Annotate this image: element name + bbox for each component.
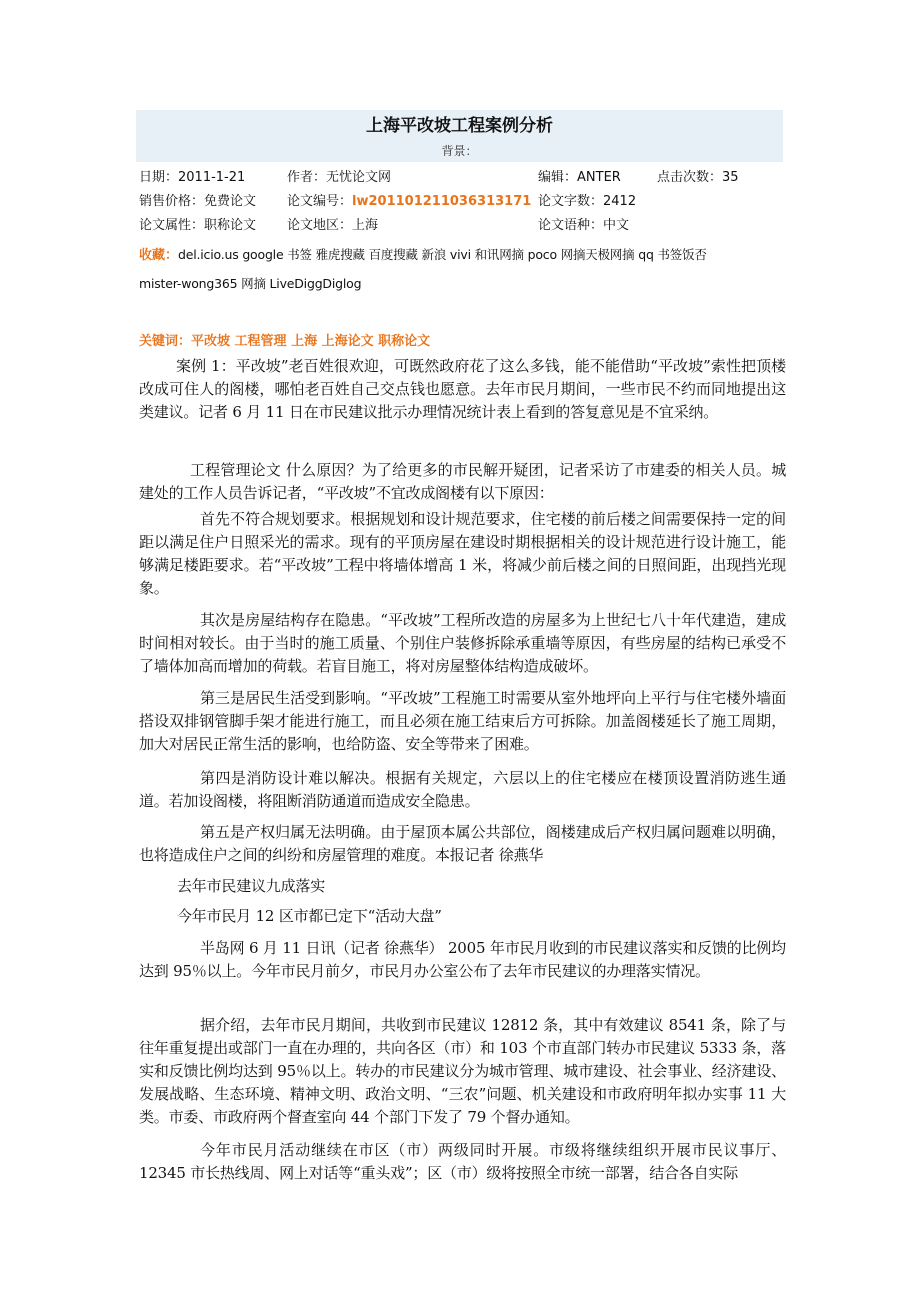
meta-author-label: 作者： <box>287 170 327 185</box>
page-subtitle: 背景： <box>441 144 478 158</box>
meta-region-label: 论文地区： <box>287 218 353 233</box>
meta-attr <box>139 217 256 235</box>
meta-attr-value: 职称论文 <box>204 218 257 233</box>
meta-words-label: 论文字数： <box>538 194 604 209</box>
meta-code-value: lw201101211036313171 <box>352 194 532 209</box>
meta-editor-label: 编辑： <box>538 170 578 185</box>
paragraph-10: 今年市民月活动继续在市区（市）两级同时开展。市级将继续组织开展市民议事厅、12345 市长热线周、网上对话等“重头戏”；区（市）级将按照全市统一部署，结合各自实际 <box>139 1141 786 1182</box>
meta-date-value: 2011-1-21 <box>178 170 246 185</box>
paragraph-9: 据介绍，去年市民月期间，共收到市民建议 12812 条，其中有效建议 8541 条，除了与往年重复提出或部门一直在办理的，共向各区（市）和 103 个市直部门转办市民建议 5333 条，落实和反馈比例均达到 95％以上。转办的市民建议分为城市管理、城市建设、社会事业、经济建设、发展战略、生态环境、精神文明、政治文明、“三农”问题、机关建设和市政府明年拟办实事 11 大类。市委、市政府两个督查室向 44 个部门下发了 79 个督办通知。 <box>139 1016 786 1126</box>
paragraph-4: 其次是房屋结构存在隐患。“平改坡”工程所改造的房屋多为上世纪七八十年代建造，建成时间相对较长。由于当时的施工质量、个别住户装修拆除承重墙等原因，有些房屋的结构已承受不了墙体加高而增加的荷载。若盲目施工，将对房屋整体结构造成破坏。 <box>139 611 786 675</box>
paragraph-1: 案例 1：平改坡”老百姓很欢迎，可既然政府花了这么多钱，能不能借助“平改坡”索性把顶楼改成可住人的阁楼，哪怕老百姓自己交点钱也愿意。去年市民月期间，一些市民不约而同地提出这类建议。记者 6 月 11 日在市民建议批示办理情况统计表上看到的答复意见是不宜采纳。 <box>139 357 786 421</box>
meta-date-label: 日期： <box>139 170 179 185</box>
subheading-2: 今年市民月 12 区市都已定下“活动大盘” <box>177 907 442 925</box>
meta-price-value: 免费论文 <box>204 194 257 209</box>
meta-lang <box>538 217 629 235</box>
meta-author-value: 无忧论文网 <box>326 170 392 185</box>
favorites-line-1 <box>139 246 789 265</box>
paragraph-6: 第四是消防设计难以解决。根据有关规定，六层以上的住宅楼应在楼顶设置消防逃生通道。若加设阁楼，将阻断消防通道而造成安全隐患。 <box>139 769 786 810</box>
keywords-label: 关键词： <box>139 334 192 349</box>
keywords <box>139 333 430 351</box>
meta-price <box>139 193 256 211</box>
favorites-line-2 <box>139 275 789 294</box>
paragraph-2: 工程管理论文 什么原因？为了给更多的市民解开疑团，记者采访了市建委的相关人员。城建处的工作人员告诉记者，“平改坡”不宜改成阁楼有以下原因： <box>139 461 786 502</box>
meta-author <box>287 169 391 187</box>
meta-words <box>538 193 636 211</box>
paragraph-7: 第五是产权归属无法明确。由于屋顶本属公共部位，阁楼建成后产权归属问题难以明确，也将造成住户之间的纠纷和房屋管理的难度。本报记者 徐燕华 <box>139 823 786 864</box>
meta-editor <box>538 169 621 187</box>
meta-region-value: 上海 <box>352 218 379 233</box>
meta-clicks-value: 35 <box>722 170 739 185</box>
subheading-1: 去年市民建议九成落实 <box>177 877 326 895</box>
favorites-sites-link-2[interactable]: mister-wong365 网摘 LiveDiggDiglog <box>139 276 362 291</box>
meta-lang-label: 论文语种： <box>538 218 604 233</box>
paragraph-5: 第三是居民生活受到影响。“平改坡”工程施工时需要从室外地坪向上平行与住宅楼外墙面搭设双排钢管脚手架才能进行施工，而且必须在施工结束后方可拆除。加盖阁楼延长了施工周期，加大对居民正常生活的影响，也给防盗、安全等带来了困难。 <box>139 689 786 753</box>
keywords-value[interactable]: 平改坡 工程管理 上海 上海论文 职称论文 <box>191 334 431 349</box>
meta-price-label: 销售价格： <box>139 194 205 209</box>
meta-code-label: 论文编号： <box>287 194 353 209</box>
meta-region <box>287 217 378 235</box>
meta-clicks-label: 点击次数： <box>657 170 723 185</box>
meta-attr-label: 论文属性： <box>139 218 205 233</box>
paragraph-3: 首先不符合规划要求。根据规划和设计规范要求，住宅楼的前后楼之间需要保持一定的间距以满足住户日照采光的需求。现有的平顶房屋在建设时期根据相关的设计规范进行设计施工，能够满足楼距要求。若“平改坡”工程中将墙体增高 1 米，将减少前后楼之间的日照间距，出现挡光现象。 <box>139 510 786 597</box>
meta-lang-value: 中文 <box>603 218 630 233</box>
meta-words-value: 2412 <box>603 194 637 209</box>
meta-editor-value: ANTER <box>577 170 621 185</box>
meta-clicks <box>657 169 739 187</box>
favorites-label: 收藏： <box>139 248 179 263</box>
paragraph-8: 半岛网 6 月 11 日讯（记者 徐燕华） 2005 年市民月收到的市民建议落实和反馈的比例均达到 95％以上。今年市民月前夕，市民月办公室公布了去年市民建议的办理落实情况。 <box>139 939 786 980</box>
title-banner <box>136 110 783 162</box>
favorites-sites-link[interactable]: del.icio.us google 书签 雅虎搜藏 百度搜藏 新浪 vivi 和讯网摘 poco 网摘天极网摘 qq 书签饭否 <box>178 247 707 262</box>
page-title: 上海平改坡工程案例分析 <box>366 116 553 136</box>
meta-code <box>287 193 531 211</box>
meta-date <box>139 169 245 187</box>
